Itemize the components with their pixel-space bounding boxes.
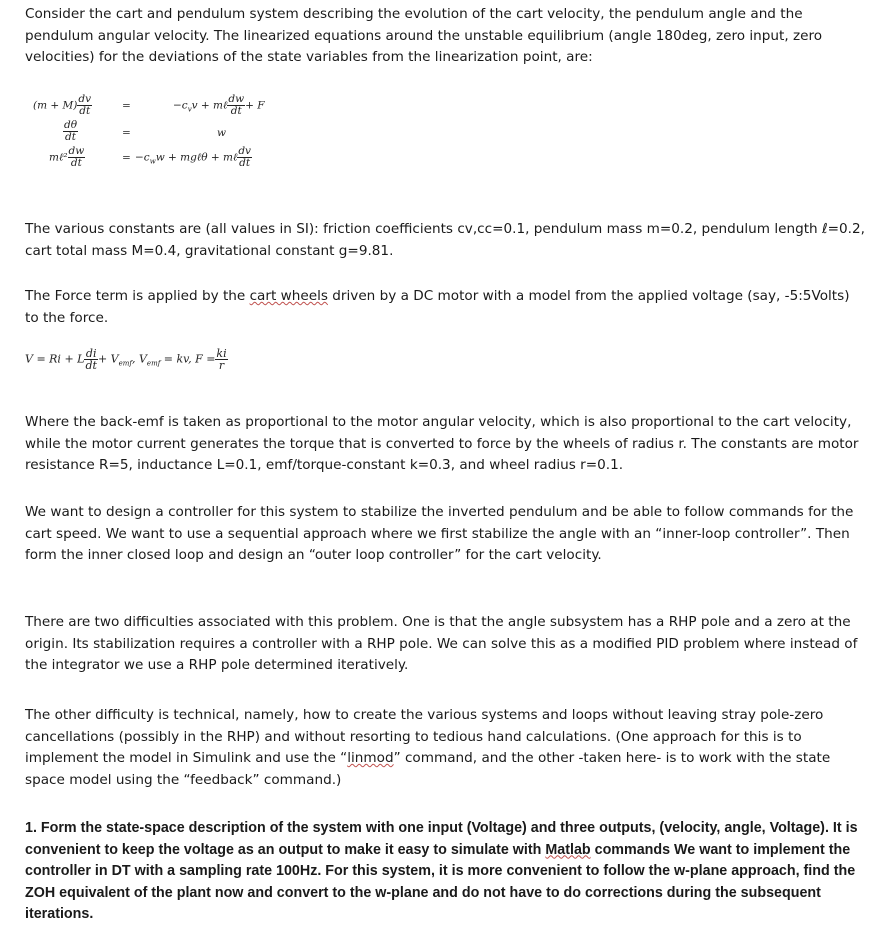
eq1-lhs-num: dv <box>78 93 92 105</box>
eq3-rhs-num: dv <box>238 145 251 157</box>
intro-paragraph: Consider the cart and pendulum system describing the evolution of the cart velocity, the pendulum angle and the pendulum angular velocity. The linearized equations around the unstable equilibrium (angle 180deg, zero input, zero velocities) for the deviations of the state variables from the linearization point, are: <box>25 6 823 65</box>
eq2-lhs-fraction <box>63 120 78 143</box>
eq3-equals: = <box>122 152 131 164</box>
eq3-rhs-sub: w <box>149 157 156 166</box>
motor-eq-den1: dt <box>85 359 97 372</box>
eq1-lhs-factor: (m + M) <box>33 99 78 112</box>
other-text-pre: The other difficulty is technical, namely, how to create the various systems and loops without leaving stray pole-zero cancellations (possibly in the RHP) and without resorting to tedious hand calculations. (One approach for this is to implement the model in Simulink and use the “ <box>25 707 824 766</box>
constants-block <box>25 219 865 262</box>
eq1-rhs-sub: v <box>187 105 192 114</box>
eq1-lhs <box>33 94 92 117</box>
eq2-lhs-num: dθ <box>64 119 78 131</box>
other-paragraph <box>25 705 865 791</box>
eq2-rhs: w <box>217 127 226 139</box>
eq2-equals: = <box>122 127 131 139</box>
motor-eq-den2: r <box>218 359 225 372</box>
eq3-rhs-mid: w + mgℓθ + mℓ <box>155 151 238 164</box>
document-body <box>25 4 865 69</box>
eq2-lhs-den: dt <box>65 131 76 143</box>
eq3-lhs <box>49 146 85 169</box>
motor-eq-frac2 <box>215 348 227 371</box>
other-text-post: ” command, and the other -taken here- is to work with the state space model using the “feedback” command.) <box>25 750 831 788</box>
eq1-rhs-num: dw <box>228 93 245 105</box>
difficulties-paragraph: There are two difficulties associated with this problem. One is that the angle subsystem has a RHP pole and a zero at the origin. Its stabilization requires a controller with a RHP pole. We can solve this as a modified PID problem where instead of the integrator we use a RHP pole determined iteratively. <box>25 614 858 673</box>
other-block <box>25 705 865 791</box>
eq3-lhs-num: dw <box>68 145 85 157</box>
motor-eq-num2: ki <box>216 347 227 360</box>
eq1-rhs-post: + F <box>245 99 265 112</box>
eq3-lhs-factor: mℓ² <box>49 151 68 164</box>
backemf-paragraph: Where the back-emf is taken as proportional to the motor angular velocity, which is also proportional to the cart velocity, while the motor current generates the torque that is converted to force by the wheels of radius r. The constants are motor resistance R=5, inductance L=0.1, emf/torque-constant k=0.3, and wheel radius r=0.1. <box>25 414 859 473</box>
constants-paragraph: The various constants are (all values in SI): friction coefficients cv,cc=0.1, pendulum mass m=0.2, pendulum length ℓ=0.2, cart total mass M=0.4, gravitational constant g=9.81. <box>25 221 865 259</box>
task-text-pre: 1. Form the state-space description of the system with one input (Voltage) and three outputs, (velocity, angle, Voltage). It is convenient to keep the voltage as an output to make it easy to simulate with <box>25 820 858 858</box>
backemf-block <box>25 412 865 477</box>
task-text-squiggle: Matlab <box>545 841 591 858</box>
design-block <box>25 502 865 567</box>
motor-equation <box>25 348 228 371</box>
eq1-rhs-coef: −c <box>173 99 188 112</box>
motor-eq-b: + V <box>97 352 119 366</box>
force-text-squiggle: cart wheels <box>249 288 328 304</box>
difficulties-block <box>25 612 865 677</box>
force-block <box>25 286 865 329</box>
eq1-rhs <box>173 94 265 117</box>
motor-eq-sub2: emf <box>146 359 161 368</box>
eq3-lhs-fraction <box>68 146 86 169</box>
linearized-equations <box>25 90 345 200</box>
task-text-post: commands We want to implement the controller in DT with a sampling rate 100Hz. For this system, it is more convenient to follow the w-plane approach, find the ZOH equivalent of the plant now and convert to the w-plane and do not have to do corrections during the subsequent iterations. <box>25 841 856 923</box>
eq1-rhs-fraction <box>227 94 245 117</box>
design-paragraph: We want to design a controller for this system to stabilize the inverted pendulum and be able to follow commands for the cart speed. We want to use a sequential approach where we first stabilize the angle with an “inner-loop controller”. Then form the inner closed loop and design an “outer loop controller” for the cart velocity. <box>25 504 854 563</box>
motor-eq-sub1: emf <box>118 359 132 368</box>
eq1-lhs-den: dt <box>79 105 91 117</box>
motor-eq-num1: di <box>85 347 97 360</box>
task-paragraph <box>25 818 865 926</box>
force-paragraph <box>25 286 865 329</box>
force-text-pre: The Force term is applied by the <box>25 288 250 304</box>
eq1-rhs-den: dt <box>230 105 242 117</box>
other-text-squiggle: linmod <box>347 750 394 766</box>
eq1-rhs-mid: v + mℓ <box>191 99 228 112</box>
force-text-post: driven by a DC motor with a model from the applied voltage (say, -5:5Volts) to the force. <box>25 288 850 326</box>
eq3-rhs-den: dt <box>239 157 251 169</box>
eq1-equals: = <box>122 100 131 112</box>
motor-eq-frac1 <box>84 348 97 371</box>
motor-eq-d: = kv, F = <box>160 352 216 366</box>
eq3-rhs-fraction <box>237 146 252 169</box>
eq3-rhs <box>135 146 252 169</box>
eq3-rhs-coef: −c <box>135 151 150 164</box>
task-block <box>25 818 865 926</box>
motor-eq-c: , V <box>131 352 147 366</box>
eq2-lhs <box>63 120 78 143</box>
eq1-lhs-fraction <box>77 94 92 117</box>
motor-eq-a: V = Ri + L <box>25 352 85 366</box>
eq3-lhs-den: dt <box>70 157 82 169</box>
